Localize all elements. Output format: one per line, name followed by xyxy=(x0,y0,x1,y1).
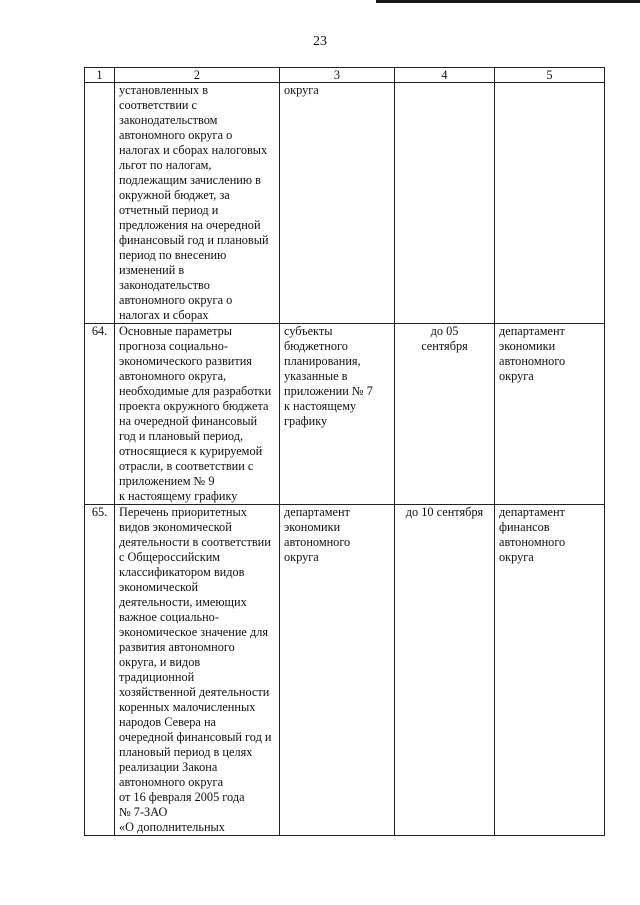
cell-text-line: необходимые для разработки xyxy=(119,384,272,398)
cell-text-line: деятельности, имеющих xyxy=(119,595,247,609)
cell-text-line: департамент xyxy=(284,505,350,519)
cell-text-line: предложения на очередной xyxy=(119,218,261,232)
cell-text-line: деятельности в соответствии xyxy=(119,535,271,549)
cell-text-line: экономической xyxy=(119,580,199,594)
cell-text-line: очередной финансовый год и xyxy=(119,730,272,744)
item-name-cell xyxy=(115,83,280,324)
cell-text-line: народов Севера на xyxy=(119,715,216,729)
cell-text-line: округа xyxy=(499,550,534,564)
deadline-cell xyxy=(395,324,495,505)
cell-text-line: указанные в xyxy=(284,369,348,383)
cell-text-line: законодательство xyxy=(119,278,210,292)
recipient-cell xyxy=(495,83,605,324)
table-row xyxy=(85,324,605,505)
cell-text-line: автономного xyxy=(499,354,566,368)
cell-text-line: графику xyxy=(284,414,328,428)
cell-text-line: подлежащим зачислению в xyxy=(119,173,261,187)
cell-text-line: относящиеся к курируемой xyxy=(119,444,263,458)
cell-text-line: округа xyxy=(284,550,319,564)
cell-text-line: финансовый год и плановый xyxy=(119,233,269,247)
page-number: 23 xyxy=(313,34,327,49)
cell-text-line: субъекты xyxy=(284,324,333,338)
cell-text-line: важное социально- xyxy=(119,610,219,624)
cell-text-line: экономического развития xyxy=(119,354,252,368)
schedule-table xyxy=(84,67,605,836)
cell-text-line: до 05 xyxy=(430,324,459,338)
cell-text-line: экономическое значение для xyxy=(119,625,269,639)
row-number xyxy=(85,83,115,324)
cell-text-line: до 10 сентября xyxy=(405,505,484,519)
cell-text-line: автономного округа xyxy=(119,775,224,789)
cell-text-line: сентября xyxy=(421,339,468,353)
cell-text-line: соответствии с xyxy=(119,98,198,112)
cell-text-line: установленных в xyxy=(119,83,209,97)
provider-cell xyxy=(280,83,395,324)
cell-text-line: отчетный период и xyxy=(119,203,219,217)
cell-text-line: период по внесению xyxy=(119,248,227,262)
header-col-1: 1 xyxy=(85,68,115,83)
cell-text-line: отрасли, в соответствии с xyxy=(119,459,254,473)
cell-text-line: традиционной xyxy=(119,670,195,684)
cell-text-line: прогноза социально- xyxy=(119,339,228,353)
cell-text-line: планирования, xyxy=(284,354,361,368)
header-col-2: 2 xyxy=(115,68,280,83)
cell-text-line: автономного округа о xyxy=(119,293,233,307)
item-name-cell xyxy=(115,324,280,505)
cell-text-line: окружной бюджет, за xyxy=(119,188,230,202)
item-name-cell xyxy=(115,505,280,836)
cell-text-line: приложении № 7 xyxy=(284,384,373,398)
cell-text-line: Основные параметры xyxy=(119,324,233,338)
header-col-3: 3 xyxy=(280,68,395,83)
cell-text-line: проекта окружного бюджета xyxy=(119,399,269,413)
cell-text-line: экономики xyxy=(284,520,341,534)
header-col-5: 5 xyxy=(495,68,605,83)
recipient-cell xyxy=(495,505,605,836)
cell-text-line: приложением № 9 xyxy=(119,474,215,488)
cell-text-line: год и плановый период, xyxy=(119,429,244,443)
row-number: 65. xyxy=(85,505,115,836)
provider-cell xyxy=(280,324,395,505)
table-header-row xyxy=(85,68,605,83)
cell-text-line: классификатором видов xyxy=(119,565,245,579)
cell-text-line: округа xyxy=(284,83,319,97)
cell-text-line: автономного округа, xyxy=(119,369,227,383)
cell-text-line: к настоящему xyxy=(284,399,357,413)
scan-edge-mark xyxy=(376,0,640,3)
cell-text-line: автономного округа о xyxy=(119,128,233,142)
cell-text-line: бюджетного xyxy=(284,339,348,353)
cell-text-line: законодательством xyxy=(119,113,218,127)
cell-text-line: Перечень приоритетных xyxy=(119,505,247,519)
provider-cell xyxy=(280,505,395,836)
cell-text-line: плановый период в целях xyxy=(119,745,253,759)
recipient-cell xyxy=(495,324,605,505)
cell-text-line: налогах и сборах xyxy=(119,308,209,322)
cell-text-line: № 7-ЗАО xyxy=(119,805,168,819)
cell-text-line: округа xyxy=(499,369,534,383)
header-col-4: 4 xyxy=(395,68,495,83)
table-row xyxy=(85,83,605,324)
cell-text-line: развития автономного xyxy=(119,640,235,654)
cell-text-line: «О дополнительных xyxy=(119,820,225,834)
cell-text-line: автономного xyxy=(499,535,566,549)
cell-text-line: коренных малочисленных xyxy=(119,700,256,714)
cell-text-line: автономного xyxy=(284,535,351,549)
cell-text-line: изменений в xyxy=(119,263,185,277)
row-number: 64. xyxy=(85,324,115,505)
cell-text-line: с Общероссийским xyxy=(119,550,221,564)
cell-text-line: видов экономической xyxy=(119,520,232,534)
cell-text-line: департамент xyxy=(499,324,565,338)
deadline-cell xyxy=(395,83,495,324)
cell-text-line: финансов xyxy=(499,520,550,534)
cell-text-line: округа, и видов xyxy=(119,655,201,669)
cell-text-line: департамент xyxy=(499,505,565,519)
cell-text-line: к настоящему графику xyxy=(119,489,238,503)
cell-text-line: на очередной финансовый xyxy=(119,414,258,428)
deadline-cell xyxy=(395,505,495,836)
cell-text-line: налогах и сборах налоговых xyxy=(119,143,268,157)
cell-text-line: хозяйственной деятельности xyxy=(119,685,270,699)
cell-text-line: реализации Закона xyxy=(119,760,218,774)
cell-text-line: льгот по налогам, xyxy=(119,158,212,172)
table-row xyxy=(85,505,605,836)
cell-text-line: от 16 февраля 2005 года xyxy=(119,790,245,804)
cell-text-line: экономики xyxy=(499,339,556,353)
